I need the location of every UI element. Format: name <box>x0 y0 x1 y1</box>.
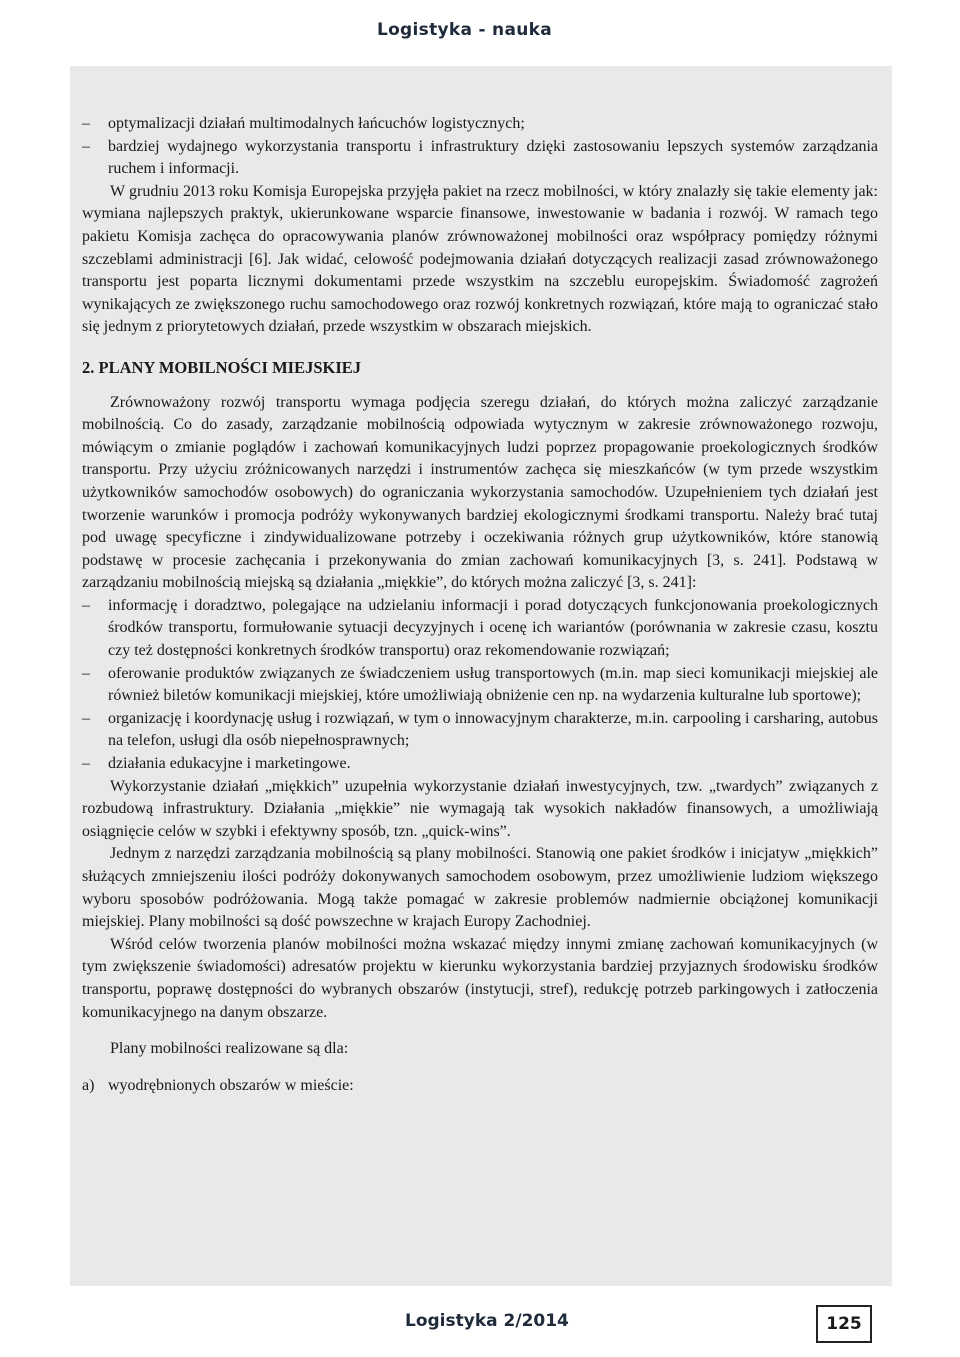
paragraph: Wśród celów tworzenia planów mobilności można wskazać między innymi zmianę zachowań komunikacyjnych (w tym zwiększenie świadomości) adresatów projektu w kierunku wykorzystania bardziej przyjaznych środowisku środków transportu, poprawę dostępności do wybranych obszarów (instytucji, stref), redukcję potrzeb parkingowych i zatłoczenia komunikacyjnego na danym obszarze. <box>82 935 878 1021</box>
paragraph: Wykorzystanie działań „miękkich” uzupełnia wykorzystanie działań inwestycyjnych, tzw. „twardych” związanych z rozbudową infrastruktury. Działania „miękkie” nie wymagają tak wysokich nakładów finansowych, a umożliwiają osiągnięcie celów w szybki i efektywny sposób, tzn. „quick-wins”. <box>82 777 878 840</box>
list-item: – informację i doradztwo, polegające na udzielaniu informacji i porad dotyczących funkcjonowania proekologicznych środków transportu, formułowanie sytuacji decyzyjnych i ocenę ich wariantów (porównania w zakresie czasu, kosztu czy też dostępności konkretnych środków transportu) oraz rekomendowanie rozwiązań; <box>82 595 878 663</box>
article-body <box>82 113 878 1097</box>
spacer <box>82 1061 878 1075</box>
list-item: – bardziej wydajnego wykorzystania transportu i infrastruktury dzięki zastosowaniu lepszych systemów zarządzania ruchem i informacji. <box>82 136 878 181</box>
list-item-text: wyodrębnionych obszarów w mieście: <box>108 1076 354 1094</box>
spacer <box>82 1024 878 1038</box>
paragraph: Zrównoważony rozwój transportu wymaga podjęcia szeregu działań, do których można zaliczyć zarządzanie mobilnością. Co do zasady, zarządzanie mobilnością odpowiada wytycznym w zakresie zrównoważonego rozwoju, mówiącym o zmianie poglądów i zachowań komunikacyjnych ludzi poprzez propagowanie proekologicznych środków transportu. Przy użyciu zróżnicowanych narzędzi i instrumentów zachęca się mieszkańców (w tym przede wszystkim użytkowników samochodów osobowych) do ograniczania wykorzystania samochodów. Uzupełnieniem tych działań jest tworzenie warunków i promocja podróży wykonywanych bardziej ekologicznymi środkami transportu. Należy brać tutaj pod uwagę specyficzne i zindywidualizowane potrzeby i oczekiwania różnych grup użytkowników, które stanowią podstawę w procesie zachęcania i przekonywania do zmian zachowań komunikacyjnych [3, s. 241]. Podstawą w zarządzaniu mobilnością miejską są działania „miękkie”, do których można zaliczyć [3, s. 241]: <box>82 393 878 592</box>
paragraph: Jednym z narzędzi zarządzania mobilnością są plany mobilności. Stanowią one pakiet środków i inicjatyw „miękkich” służących zmniejszeniu ilości podróży dokonywanych samochodem osobowym, przez umożliwienie ludziom większego wyboru sposobów podróżowania. Mogą także pomagać w zakresie problemów nadmiernie obciążonej komunikacji miejskiej. Plany mobilności są dość powszechne w krajach Europy Zachodniej. <box>82 845 878 931</box>
running-header: Logistyka - nauka <box>376 20 552 40</box>
list-marker: a) <box>82 1076 95 1094</box>
section-heading: 2. PLANY MOBILNOŚCI MIEJSKIEJ <box>82 357 362 377</box>
paragraph: Plany mobilności realizowane są dla: <box>110 1040 349 1058</box>
list-item: – organizację i koordynację usług i rozwiązań, w tym o innowacyjnym charakterze, m.in. carpooling i carsharing, autobus na telefon, usługi dla osób niepełnosprawnych; <box>82 708 878 753</box>
list-item: – oferowanie produktów związanych ze świadczeniem usług transportowych (m.in. map sieci komunikacji miejskiej ale również biletów komunikacji miejskiej, które umożliwiają obniżenie cen np. na wydarzenia kulturalne lub sportowe); <box>82 663 878 708</box>
paragraph: W grudniu 2013 roku Komisja Europejska przyjęła pakiet na rzecz mobilności, w który znalazły się takie elementy jak: wymiana najlepszych praktyk, ukierunkowane wsparcie finansowe, inwestowanie w badania i rozwój. W ramach tego pakietu Komisja zachęca do opracowywania planów zrównoważonej mobilności oraz współpracy pomiędzy różnymi szczeblami administracji [6]. Jak widać, celowość podejmowania działań dotyczących realizacji zasad zrównoważonego transportu jest poparta licznymi dokumentami przede wszystkim na szczeblu europejskim. Świadomość zagrożeń wynikających ze zwiększonego ruchu samochodowego oraz rozwój konkretnych rozwiązań, które mają to ograniczać stało się jednym z priorytetowych działań, przede wszystkim w obszarach miejskich. <box>82 182 878 336</box>
page-number: 125 <box>816 1305 872 1343</box>
list-item <box>82 1075 878 1098</box>
list-item: – działania edukacyjne i marketingowe. <box>82 753 878 776</box>
journal-footer: Logistyka 2/2014 <box>405 1311 569 1331</box>
list-item: – optymalizacji działań multimodalnych łańcuchów logistycznych; <box>82 113 878 136</box>
